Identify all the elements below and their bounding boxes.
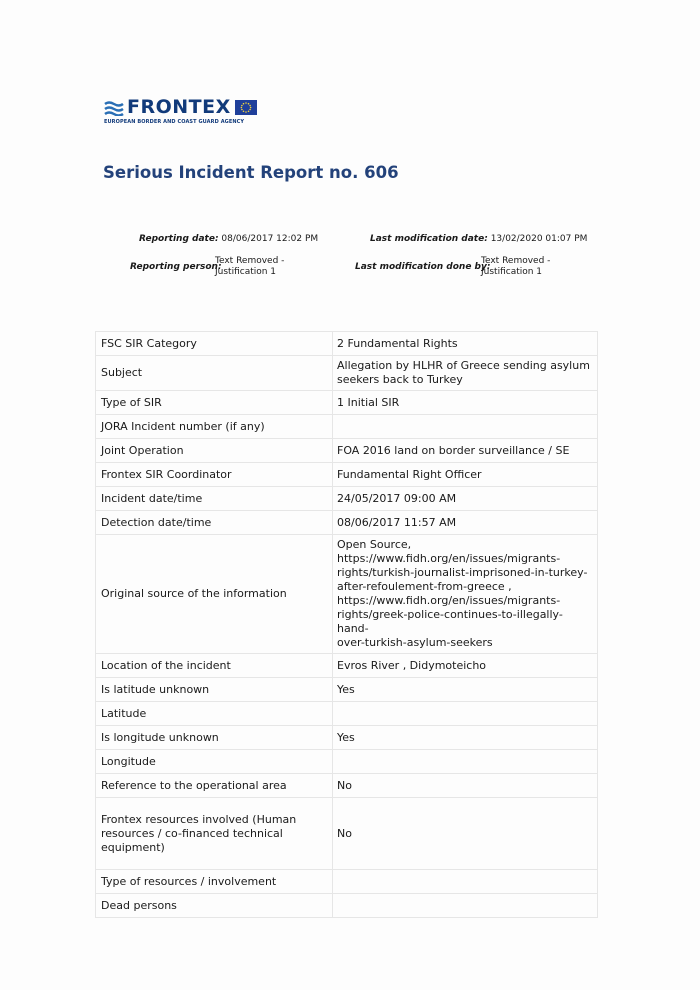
table-row bbox=[96, 654, 598, 678]
logo-tagline: EUROPEAN BORDER AND COAST GUARD AGENCY bbox=[104, 119, 245, 125]
row-label: JORA Incident number (if any) bbox=[96, 415, 333, 439]
row-label: Frontex resources involved (Human resources / co-financed technical equipment) bbox=[96, 798, 333, 870]
eu-flag-icon bbox=[235, 100, 257, 115]
row-label: Joint Operation bbox=[96, 439, 333, 463]
reporting-person-label-wrap bbox=[130, 262, 222, 272]
row-value: No bbox=[333, 774, 598, 798]
frontex-waves-icon bbox=[104, 100, 124, 116]
table-row bbox=[96, 511, 598, 535]
row-value: FOA 2016 land on border surveillance / SE bbox=[333, 439, 598, 463]
row-value bbox=[333, 415, 598, 439]
row-label: FSC SIR Category bbox=[96, 332, 333, 356]
row-value bbox=[333, 894, 598, 918]
table-row bbox=[96, 750, 598, 774]
reporting-date-value: 08/06/2017 12:02 PM bbox=[221, 234, 319, 244]
table-row bbox=[96, 415, 598, 439]
row-label: Detection date/time bbox=[96, 511, 333, 535]
row-label: Frontex SIR Coordinator bbox=[96, 463, 333, 487]
row-label: Incident date/time bbox=[96, 487, 333, 511]
row-label: Subject bbox=[96, 356, 333, 391]
reporting-person-value bbox=[215, 256, 284, 278]
frontex-logo bbox=[104, 97, 264, 129]
row-label: Location of the incident bbox=[96, 654, 333, 678]
last-modification-date-label: Last modification date: bbox=[370, 234, 488, 244]
table-row bbox=[96, 391, 598, 415]
row-value: Open Source, https://www.fidh.org/en/issues/migrants- rights/turkish-journalist-imprisoned-in-turkey- after-refoulement-from-greece , https://www.fidh.org/en/issues/migrants- rights/greek-police-continues-to-illegally-hand- over-turkish-asylum-seekers bbox=[333, 535, 598, 654]
table-row bbox=[96, 678, 598, 702]
row-value: Yes bbox=[333, 726, 598, 750]
table-row bbox=[96, 702, 598, 726]
page-title: Serious Incident Report no. 606 bbox=[103, 163, 399, 182]
row-label: Type of resources / involvement bbox=[96, 870, 333, 894]
row-value: Fundamental Right Officer bbox=[333, 463, 598, 487]
table-row bbox=[96, 870, 598, 894]
table-row bbox=[96, 463, 598, 487]
row-value: Evros River , Didymoteicho bbox=[333, 654, 598, 678]
table-row bbox=[96, 535, 598, 654]
row-label: Is longitude unknown bbox=[96, 726, 333, 750]
last-modified-by-label: Last modification done by: bbox=[355, 262, 491, 272]
row-value: Allegation by HLHR of Greece sending asylum seekers back to Turkey bbox=[333, 356, 598, 391]
row-label: Reference to the operational area bbox=[96, 774, 333, 798]
row-label: Latitude bbox=[96, 702, 333, 726]
row-value: 2 Fundamental Rights bbox=[333, 332, 598, 356]
row-value: 1 Initial SIR bbox=[333, 391, 598, 415]
row-value bbox=[333, 750, 598, 774]
last-modified-by-label-wrap bbox=[355, 262, 490, 272]
row-label: Dead persons bbox=[96, 894, 333, 918]
row-value: 24/05/2017 09:00 AM bbox=[333, 487, 598, 511]
row-label: Type of SIR bbox=[96, 391, 333, 415]
row-value bbox=[333, 870, 598, 894]
table-row bbox=[96, 894, 598, 918]
table-row bbox=[96, 332, 598, 356]
table-row bbox=[96, 726, 598, 750]
row-label: Longitude bbox=[96, 750, 333, 774]
row-value: Yes bbox=[333, 678, 598, 702]
table-row bbox=[96, 439, 598, 463]
reporting-person-value-line1: Text Removed - bbox=[215, 256, 285, 266]
incident-details-table bbox=[95, 331, 598, 918]
reporting-date-label: Reporting date: bbox=[139, 234, 219, 244]
row-label: Original source of the information bbox=[96, 535, 333, 654]
table-row bbox=[96, 798, 598, 870]
reporting-person-label: Reporting person: bbox=[130, 262, 222, 272]
table-row bbox=[96, 356, 598, 391]
last-modified-by-value-line1: Text Removed - bbox=[481, 256, 551, 266]
table-row bbox=[96, 487, 598, 511]
row-value: 08/06/2017 11:57 AM bbox=[333, 511, 598, 535]
logo-wordmark: FRONTEX bbox=[127, 96, 231, 118]
row-label: Is latitude unknown bbox=[96, 678, 333, 702]
last-modification-date-value: 13/02/2020 01:07 PM bbox=[490, 234, 588, 244]
reporting-date bbox=[139, 234, 318, 244]
last-modification-date bbox=[370, 234, 587, 244]
last-modified-by-value bbox=[481, 256, 550, 278]
row-value bbox=[333, 702, 598, 726]
reporting-person-value-line2: Justification 1 bbox=[215, 267, 277, 277]
table-row bbox=[96, 774, 598, 798]
last-modified-by-value-line2: Justification 1 bbox=[481, 267, 543, 277]
row-value: No bbox=[333, 798, 598, 870]
